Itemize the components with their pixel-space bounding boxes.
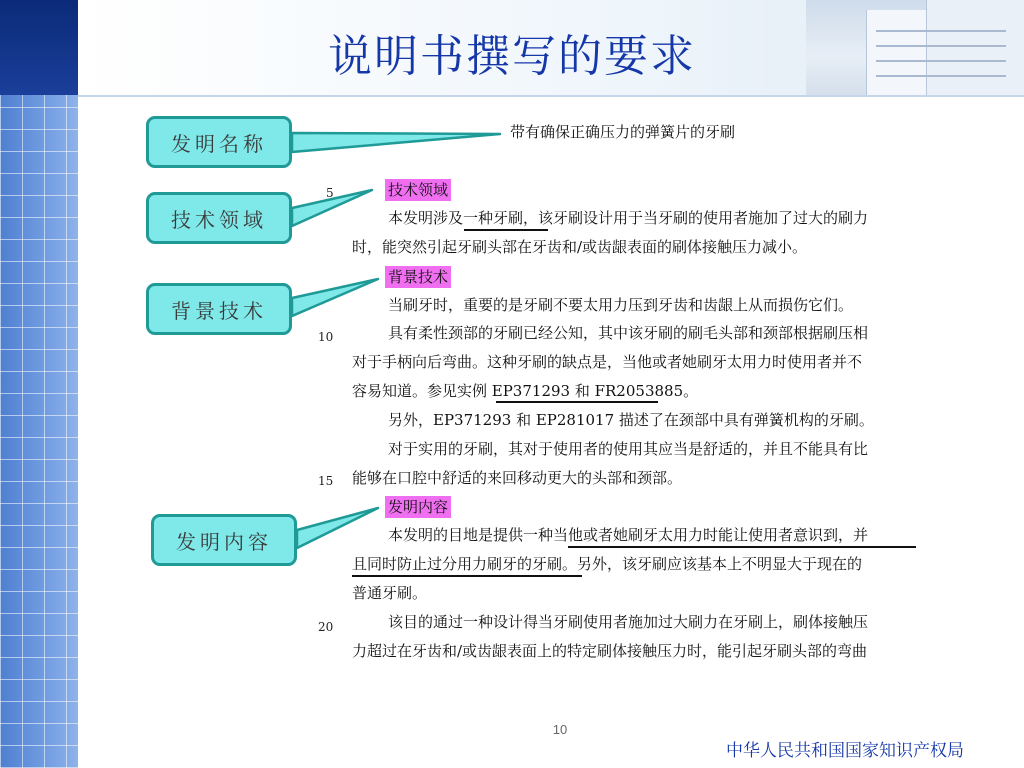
underline-mark bbox=[496, 401, 658, 403]
doc-line: 力超过在牙齿和/或齿龈表面上的特定刷体接触压力时，能引起牙刷头部的弯曲 bbox=[352, 642, 868, 660]
underline-mark bbox=[352, 575, 582, 577]
callout-invention-content: 发明内容 bbox=[151, 514, 297, 566]
doc-line: 本发明的目地是提供一种当他或者她刷牙太用力时能让使用者意识到，并 bbox=[388, 526, 869, 544]
doc-line: 且同时防止过分用力刷牙的牙刷。另外，该牙刷应该基本上不明显大于现在的 bbox=[352, 555, 863, 573]
doc-line: 容易知道。参见实例 EP371293 和 FR2053885。 bbox=[352, 382, 699, 400]
slide-number: 10 bbox=[552, 722, 568, 737]
doc-line: 对于手柄向后弯曲。这种牙刷的缺点是，当他或者她刷牙太用力时使用者并不 bbox=[352, 353, 863, 371]
invention-title: 带有确保正确压力的弹簧片的牙刷 bbox=[510, 123, 736, 141]
doc-line: 具有柔性颈部的牙刷已经公知，其中该牙刷的刷毛头部和颈部根据刷压相 bbox=[388, 324, 869, 342]
footer-organization: 中华人民共和国国家知识产权局 bbox=[726, 741, 964, 761]
doc-line: 对于实用的牙刷，其对于使用者的使用其应当是舒适的，并且不能具有比 bbox=[388, 440, 869, 458]
underline-mark bbox=[568, 546, 916, 548]
heading-invention-content: 发明内容 bbox=[385, 496, 451, 518]
doc-line: 该目的通过一种设计得当牙刷使用者施加过大刷力在牙刷上，刷体接触压 bbox=[388, 613, 869, 631]
heading-background-art: 背景技术 bbox=[385, 266, 451, 288]
page-title: 说明书撰写的要求 bbox=[328, 31, 696, 82]
heading-technical-field: 技术领域 bbox=[385, 179, 451, 201]
doc-line: 另外，EP371293 和 EP281017 描述了在颈部中具有弹簧机构的牙刷。 bbox=[388, 411, 874, 429]
doc-line: 能够在口腔中舒适的来回移动更大的头部和颈部。 bbox=[352, 469, 683, 487]
callout-technical-field: 技术领域 bbox=[146, 192, 292, 244]
doc-line: 时，能突然引起牙刷头部在牙齿和/或齿龈表面的刷体接触压力减小。 bbox=[352, 238, 808, 256]
doc-line: 本发明涉及一种牙刷，该牙刷设计用于当牙刷的使用者施加了过大的刷力 bbox=[388, 209, 869, 227]
doc-line: 当刷牙时，重要的是牙刷不要太用力压到牙齿和齿龈上从而损伤它们。 bbox=[388, 296, 854, 314]
doc-line: 普通牙刷。 bbox=[352, 584, 428, 602]
underline-mark bbox=[464, 229, 548, 231]
line-number: 5 bbox=[326, 186, 334, 200]
line-number: 15 bbox=[318, 474, 334, 488]
line-number: 10 bbox=[318, 330, 334, 344]
callout-background-art: 背景技术 bbox=[146, 283, 292, 335]
line-number: 20 bbox=[318, 620, 334, 634]
callout-invention-name: 发明名称 bbox=[146, 116, 292, 168]
